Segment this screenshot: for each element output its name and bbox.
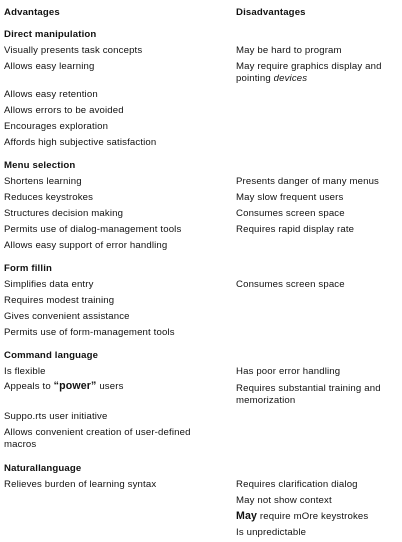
disadvantage-text-emphasis: May — [236, 510, 258, 522]
advantage-item: Allows easy learning — [4, 61, 95, 72]
section-title-menu-selection: Menu selection — [4, 160, 76, 171]
disadvantage-item: Consumes screen space — [236, 279, 345, 290]
disadvantage-item: memorization — [236, 395, 296, 406]
advantage-item: Encourages exploration — [4, 121, 109, 132]
disadvantage-item: Has poor error handling — [236, 366, 341, 377]
advantage-text-emphasis: “power” — [53, 380, 97, 392]
section-title-command-language: Command language — [4, 350, 99, 361]
advantage-item: Allows easy support of error handling — [4, 240, 168, 251]
disadvantage-item: Is unpredictable — [236, 527, 307, 538]
advantages-header: Advantages — [4, 7, 60, 18]
advantage-item — [4, 381, 124, 392]
advantage-item: Permits use of dialog-management tools — [4, 224, 182, 235]
disadvantage-item: Presents danger of many menus — [236, 176, 380, 187]
disadvantage-item — [236, 511, 368, 522]
disadvantage-text: pointing — [236, 73, 274, 84]
advantage-item: Relieves burden of learning syntax — [4, 479, 157, 490]
advantage-text: Appeals to — [4, 381, 54, 392]
section-title-direct-manipulation: Direct manipulation — [4, 29, 97, 40]
advantage-item: Permits use of form-management tools — [4, 327, 175, 338]
disadvantage-item: Requires substantial training and — [236, 383, 381, 394]
advantage-item: Is flexible — [4, 366, 46, 377]
advantage-item: Gives convenient assistance — [4, 311, 130, 322]
advantage-item: Allows errors to be avoided — [4, 105, 124, 116]
section-title-natural-language: Naturallanguage — [4, 463, 82, 474]
advantage-item: Simplifies data entry — [4, 279, 94, 290]
disadvantage-item — [236, 73, 307, 84]
disadvantage-item: Requires clarification dialog — [236, 479, 358, 490]
advantage-item: macros — [4, 439, 37, 450]
advantage-item: Suppo.rts user initiative — [4, 411, 108, 422]
advantage-item: Shortens learning — [4, 176, 82, 187]
advantage-text: users — [96, 381, 124, 392]
advantage-item: Affords high subjective satisfaction — [4, 137, 157, 148]
disadvantage-item: May require graphics display and — [236, 61, 382, 72]
advantage-item: Structures decision making — [4, 208, 124, 219]
advantage-item: Requires modest training — [4, 295, 115, 306]
disadvantage-item: Requires rapid display rate — [236, 224, 355, 235]
disadvantage-item: May not show context — [236, 495, 332, 506]
disadvantages-header: Disadvantages — [236, 7, 306, 18]
disadvantage-item: Consumes screen space — [236, 208, 345, 219]
disadvantage-item: May be hard to program — [236, 45, 342, 56]
advantage-item: Allows easy retention — [4, 89, 98, 100]
advantage-item: Reduces keystrokes — [4, 192, 94, 203]
disadvantage-text: require mOre keystrokes — [257, 511, 369, 522]
disadvantage-item: May slow frequent users — [236, 192, 344, 203]
advantage-item: Visually presents task concepts — [4, 45, 143, 56]
advantage-item: Allows convenient creation of user-defined — [4, 427, 191, 438]
section-title-form-fillin: Form fillin — [4, 263, 53, 274]
disadvantage-text-italic: devices — [273, 73, 308, 84]
